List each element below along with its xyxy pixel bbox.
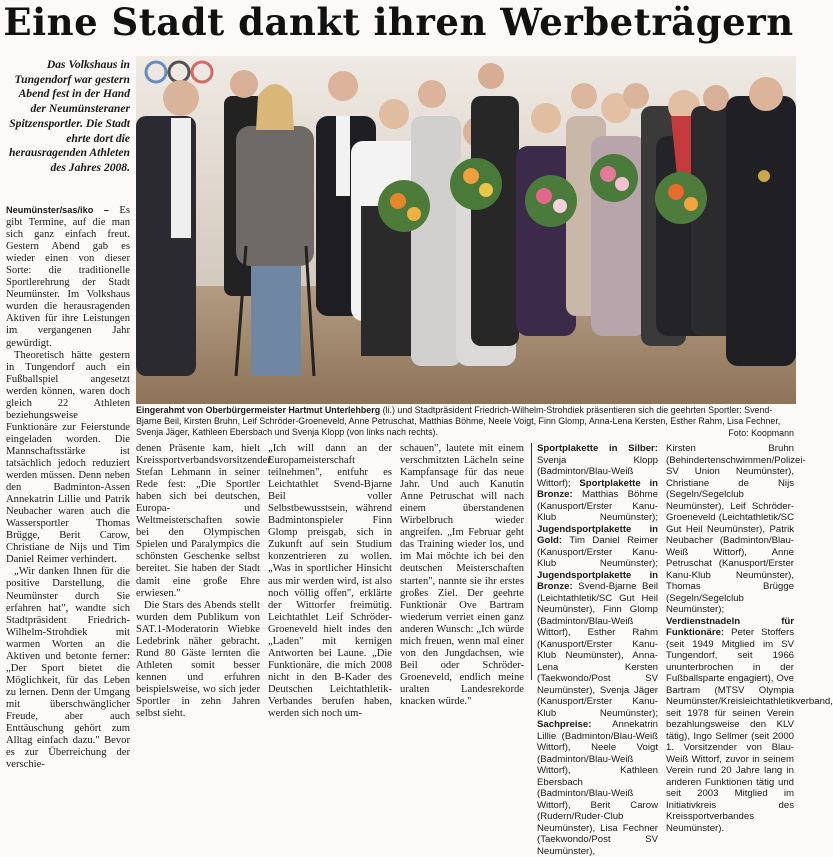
honours-text-youth-bronze: Svend-Bjarne Beil (Leichtathletik/SC Gut Heil Neumünster), Finn Glomp (Badminton/Blau-Weiß Wittorf), Esther Rahm (Kanusport/Erster Kanu-Klub Neumünster), Anna-Lena Kersten (Taekwondo/Post SV Neumünster), Svenja Jäger (Kanusport/Erster Kanu-Klub Neumünster);: [537, 581, 658, 719]
col1-p3: „Wir danken Ihnen für die positive Darstellung, die Neumünster durch Sie erfahren hat", wandte sich Stadtpräsident Friedrich-Wilhelm-Strohdiek mit warmen Worten an die Aktiven und betonte ferner: „Der Sport bietet die Möglichkeit, für das Leben zu lernen. Denn der Umgang mit überschwänglicher Freude, aber auch Enttäuschung gehört zum Alltag einfach dazu." Bevor es zur Überreichung der verschie-: [6, 566, 130, 771]
honours-heading-bronze: Sportplakette in Bronze:: [537, 477, 658, 500]
honours-text-youth-gold: Tim Daniel Reimer (Kanusport/Erster Kanu-Klub Neumünster);: [537, 535, 659, 569]
honours-text-officials: Peter Stoffers (seit 1949 Mitglied im SV Tungendorf, seit 1966 ununterbrochen in der Fußballsparte engagiert), Ove Bartram (MTSV Olympia Neumünster/Kreisleichtathletikverband, seit 1978 für seinen Verein bezahlungsweise den KLV tätig), Ingo Sellmer (seit 2000 1. Vorsitzender von Blau-Weiß Wittorf, zuvor in seinem Verein rund 20 Jahre lang in anderen Funktionen tätig und seit 2003 Mitglied im Initiativkreis des Kreissportverbandes Neumünster).: [666, 627, 833, 834]
honours-heading-youth-bronze: Jugendsportplakette in Bronze:: [537, 569, 658, 592]
honours-heading-youth-gold: Jugendsportplakette in Gold:: [537, 523, 658, 546]
photo-credit: Foto: Koopmann: [728, 428, 794, 438]
article-column-4: [400, 443, 524, 707]
col1-p2: Theoretisch hätte gestern in Tungendorf auch ein Fußballspiel angesetzt werden können, waren doch gleich 22 Athleten beziehungsweise Funktionäre zur Feierstunde eingeladen worden. Die Mannschaftsstärke ist tatsächlich jedoch reduziert werden müssen. Denn neben den Badminton-Assen Annekatrin Lillie und Patrik Neubacher waren auch die Wassersportler Thomas Brügge, Berit Carow, Christiane de Nijs und Tim Daniel Reimer verhindert.: [6, 349, 130, 566]
article-column-2: [136, 443, 271, 720]
photo-caption: [136, 405, 794, 438]
honours-list-column-1: [537, 443, 659, 857]
honours-text-bronze: Matthias Böhme (Kanusport/Erster Kanu-Klub Neumünster);: [537, 489, 658, 523]
honours-list-column-2: [666, 443, 833, 834]
column-rule: [531, 443, 532, 680]
honours-text-silver: Svenja Klopp (Badminton/Blau-Weiß Wittorf);: [537, 454, 658, 489]
group-photo-drawing: [136, 56, 796, 404]
honours-heading-silver: Sportplakette in Silber:: [537, 443, 658, 454]
article-column-3: [268, 443, 392, 720]
col1-p1: Es gibt Termine, auf die man sich ganz einfach freut. Gestern Abend gab es wieder einen von dieser Sorte: die traditionelle Sportlerehrung der Stadt Neumünster. Im Volkshaus wurden die herausragenden Aktiven für ihre Leistungen im vergangenen Jahr gewürdigt.: [6, 205, 130, 349]
caption-bold: Eingerahmt von Oberbürgermeister Hartmut Unterlehberg: [136, 405, 381, 415]
caption-text: (li.) und Stadtpräsident Friedrich-Wilhelm-Strohdiek präsentieren sich die geehrten Sportler: Svend-Bjarne Beil, Kirsten Bruhn, Leif Schröder-Groeneveld, Anne Petruschat, Matthias Böhme, Neele Voigt, Finn Glomp, Anna-Lena Kersten, Esther Rahm, Lisa Fechner, Svenja Jäger, Kathleen Ebersbach und Svenja Klopp (von links nach rechts).: [136, 405, 781, 437]
honours-heading-prizes: Sachpreise:: [537, 719, 592, 730]
col4-p1: schauen", lautete mit einem verschmitzten Lächeln seine Kampfansage für das neue Jahr. Und auch Kanutin Anne Petruschat will nach einem überstandenen Wirbelbruch wieder angreifen. „Im Februar geht das Training wieder los, und im Mai möchte ich bei den deutschen Meisterschaften starten", nannte sie ihr erstes großes Ziel. Der geehrte Funktionär Ove Bartram wiederum verriet einen ganz anderen Wunsch: „Ich würde mich freuen, wenn mal einer von den Jungdachsen, wie Beil oder Schröder-Groeneveld, endlich meine uralten Landesrekorde knacken würde.": [400, 443, 524, 707]
honours-text-prizes-cont: Kirsten Bruhn (Behindertenschwimmen/Polizei-SV Union Neumünster), Christiane de Nijs (Segeln/Segelclub Neumünster), Leif Schröder-Groeneveld (Leichtathletik/SC Gut Heil Neumünster), Patrik Neubacher (Badminton/Blau-Weiß Wittorf), Anne Petruschat (Kanusport/Erster Kanu-Klub Neumünster), Thomas Brügge (Segeln/Segelclub Neumünster);: [666, 443, 806, 615]
lead-paragraph: Das Volkshaus in Tungendorf war gestern Abend fest in der Hand der Neumünsteraner Spitzensportler. Die Stadt ehrte dort die herausragenden Athleten des Jahres 2008.: [8, 58, 130, 174]
honours-heading-officials: Verdienstnadeln für Funktionäre:: [666, 615, 794, 638]
headline: Eine Stadt dankt ihren Werbeträgern: [3, 0, 794, 44]
col2-p2: Die Stars des Abends stellt wurden dem Publikum von SAT.1-Moderatorin Wiebke Ledebrink näher gebracht. Rund 80 Gäste lernten die Athleten somit besser kennen und erfuhren beispielsweise, wo sich jeder Sportler in zehn Jahren selbst sieht.: [136, 599, 260, 720]
col3-p1: „Ich will dann an der Europameisterschaft teilnehmen", entfuhr es Leichtathlet Svend-Bjarne Beil voller Selbstbewusstsein, während Badmintonspieler Finn Glomp preisgab, sich in Zukunft auf sein Studium konzentrieren zu wollen. „Was in sportlicher Hinsicht aus mir werden wird, ist also noch völlig offen", erklärte der Wittorfer freimütig. Leichtathlet Leif Schröder-Groeneveld hielt indes den „Laden" mit kernigen Antworten bei Laune. „Die Funktionäre, die mich 2008 nicht in den B-Kader des Deutschen Leichtathletik-Verbandes berufen haben, werden sich noch um-: [268, 443, 392, 720]
honours-text-prizes: Annekatrin Lillie (Badminton/Blau-Weiß Wittorf), Neele Voigt (Badminton/Blau-Weiß Wittorf), Kathleen Ebersbach (Badminton/Blau-Weiß Wittorf), Berit Carow (Rudern/Ruder-Club Neumünster), Lisa Fechner (Taekwondo/Post SV Neumünster),: [537, 719, 658, 857]
col2-p1: denen Präsente kam, hielt Kreissportverbandsvorsitzender Stefan Lehmann in seiner Rede fest: „Die Sportler haben sich bei deutschen, Europa- und Weltmeisterschaften sowie bei den Olympischen Spielen und Paralympics die schönsten Geschenke selbst bereitet. Sie haben der Stadt damit eine große Ehre erwiesen.": [136, 443, 271, 599]
article-column-1: [6, 204, 130, 771]
dateline: Neumünster/sas/iko –: [6, 205, 109, 215]
group-photo: [136, 56, 796, 404]
